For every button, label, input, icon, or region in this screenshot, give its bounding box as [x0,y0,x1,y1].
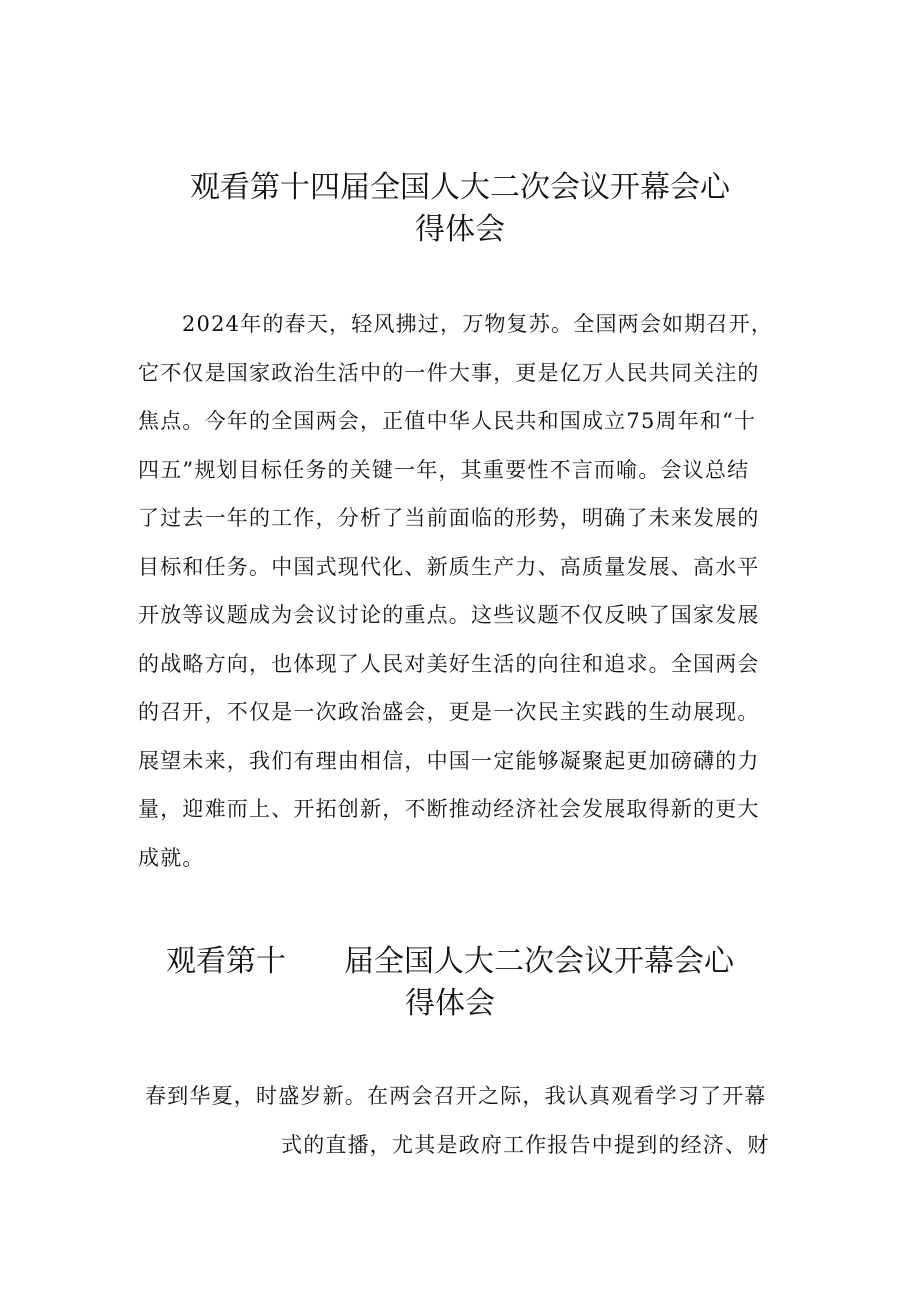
body-1-line: 了过去一年的工作，分析了当前面临的形势，明确了未来发展的 [138,506,760,530]
body-1-line: 焦点。今年的全国两会，正值中华人民共和国成立75周年和“十 [138,409,757,433]
body-1-line: 展望未来，我们有理由相信，中国一定能够凝聚起更加磅礴的力 [138,748,760,773]
article-body-1 [138,300,788,882]
article-title-1-line-2: 得体会 [415,212,505,247]
body-2-line: 式的直播，尤其是政府工作报告中提到的经济、财 [281,1132,770,1157]
article-title-2-part-2: 届全国人大二次会议开幕会心 [344,944,734,979]
article-title-2-part-1: 观看第十 [166,944,286,979]
article-body-2 [145,1072,795,1169]
body-1-line: 的召开，不仅是一次政治盛会，更是一次民主实践的生动展现。 [138,700,760,724]
body-1-line: 它不仅是国家政治生活中的一件大事，更是亿万人民共同关注的 [138,360,760,385]
body-1-line: 目标和任务。中国式现代化、新质生产力、高质量发展、高水平 [138,554,760,579]
body-1-line: 四五”规划目标任务的关键一年，其重要性不言而喻。会议总结 [138,457,750,482]
body-2-line: 春到华夏，时盛岁新。在两会召开之际，我认真观看学习了开幕 [145,1084,767,1108]
body-1-line: 2024年的春天，轻风拂过，万物复苏。全国两会如期召开， [182,312,774,336]
body-1-line: 成就。 [138,845,205,870]
body-1-line: 量，迎难而上、开拓创新，不断推动经济社会发展取得新的更大 [138,797,760,821]
article-title-1-line-1: 观看第十四届全国人大二次会议开幕会心 [190,170,730,205]
body-1-line: 开放等议题成为会议讨论的重点。这些议题不仅反映了国家发展 [138,603,760,627]
article-title-2-line-2: 得体会 [405,986,495,1021]
article-title-2 [120,941,780,1025]
body-1-line: 的战略方向，也体现了人民对美好生活的向往和追求。全国两会 [138,651,760,676]
article-title-1 [130,167,790,251]
article-title-2-line-1 [120,941,780,983]
